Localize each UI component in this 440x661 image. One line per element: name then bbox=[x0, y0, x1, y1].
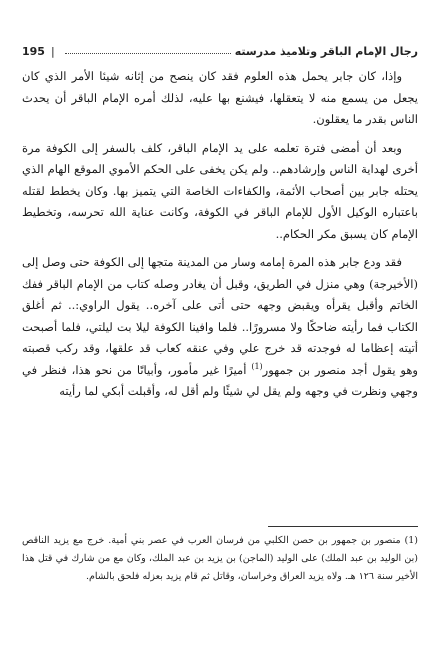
paragraph-2: وبعد أن أمضى فترة تعلمه على يد الإمام الباقر، كلف بالسفر إلى الكوفة مرة أخرى لهداية الناس وإرشادهم.. ولم يكن يخفى على الحكم الأموي الموقع الهام الذي يحتله جابر بين أصحاب الأئمة، والكفاءات الخاصة التي يتميز بها. وكان يخطط لقتله باعتباره الوكيل الأول للإمام الباقر في الكوفة، وكانت عناية الله تحرسه، وتخطيط الإمام كان يسبق مكر الحكام.. bbox=[22, 140, 418, 241]
footnote-separator bbox=[268, 526, 418, 527]
footnotes bbox=[22, 532, 418, 586]
paragraph-3 bbox=[22, 252, 418, 403]
main-text bbox=[22, 66, 418, 403]
running-header bbox=[22, 40, 418, 62]
footnote-reference: (1) bbox=[251, 361, 263, 371]
leader-dots bbox=[65, 53, 231, 54]
footnote-1: (1) منصور بن جمهور بن حصن الكلبي من فرسان العرب في عصر بني أمية. خرج مع يزيد الناقص (بن الوليد بن عبد الملك) على الوليد (الماجن) بن يزيد بن عبد الملك، وكان مع من شارك في قتل هذا الأخير سنة ١٢٦ هـ. ولاه يزيد العراق وخراسان، وقاتل ثم قام يزيد بعزله فلحق بالشام. bbox=[22, 535, 418, 582]
paragraph-3-text-b: أميرًا غير مأمور، وأبياتًا من نحو هذا، فنظر في وجهي ونظرت في وجهه ولم يقل لي شيئًا ولم أقل له، وأقبلت أبكي لما رأيته bbox=[22, 362, 418, 398]
paragraph-3-text-a: فقد ودع جابر هذه المرة إمامه وسار من المدينة متجها إلى الكوفة حتى وصل إلى (الأخيرجة) وهي منزل في الطريق، وقبل أن يغادر وصله كتاب من الإمام الباقر ففك الخاتم وأقبل يقرأه ويقبض وجهه حتى أتى على آخره.. يقول الراوي:.. ثم أغلق الكتاب فما رأيته ضاحكًا ولا مسرورًا.. فلما وافينا الكوفة ليلا بت ليلتي، فلما أصبحت أتيته إعظاما له فوجدته قد خرج علي وفي عنقه كعاب قد علقها، وقد ركب قصبته وهو يقول أجد منصور بن جمهور bbox=[22, 255, 418, 377]
page-number: 195 bbox=[22, 44, 45, 58]
running-title: رجال الإمام الباقر وتلاميذ مدرسته bbox=[234, 44, 418, 58]
paragraph-1: وإذا، كان جابر يحمل هذه العلوم فقد كان ينصح من إثانه شيئا الأمر الذي كان يجعل من يسمع منه لا يتعقلها، فيشنع بها عليه، لذلك أمره الإمام الباقر أن يحدث الناس بقدر ما يعقلون. bbox=[22, 69, 418, 126]
header-separator: | bbox=[50, 44, 55, 58]
